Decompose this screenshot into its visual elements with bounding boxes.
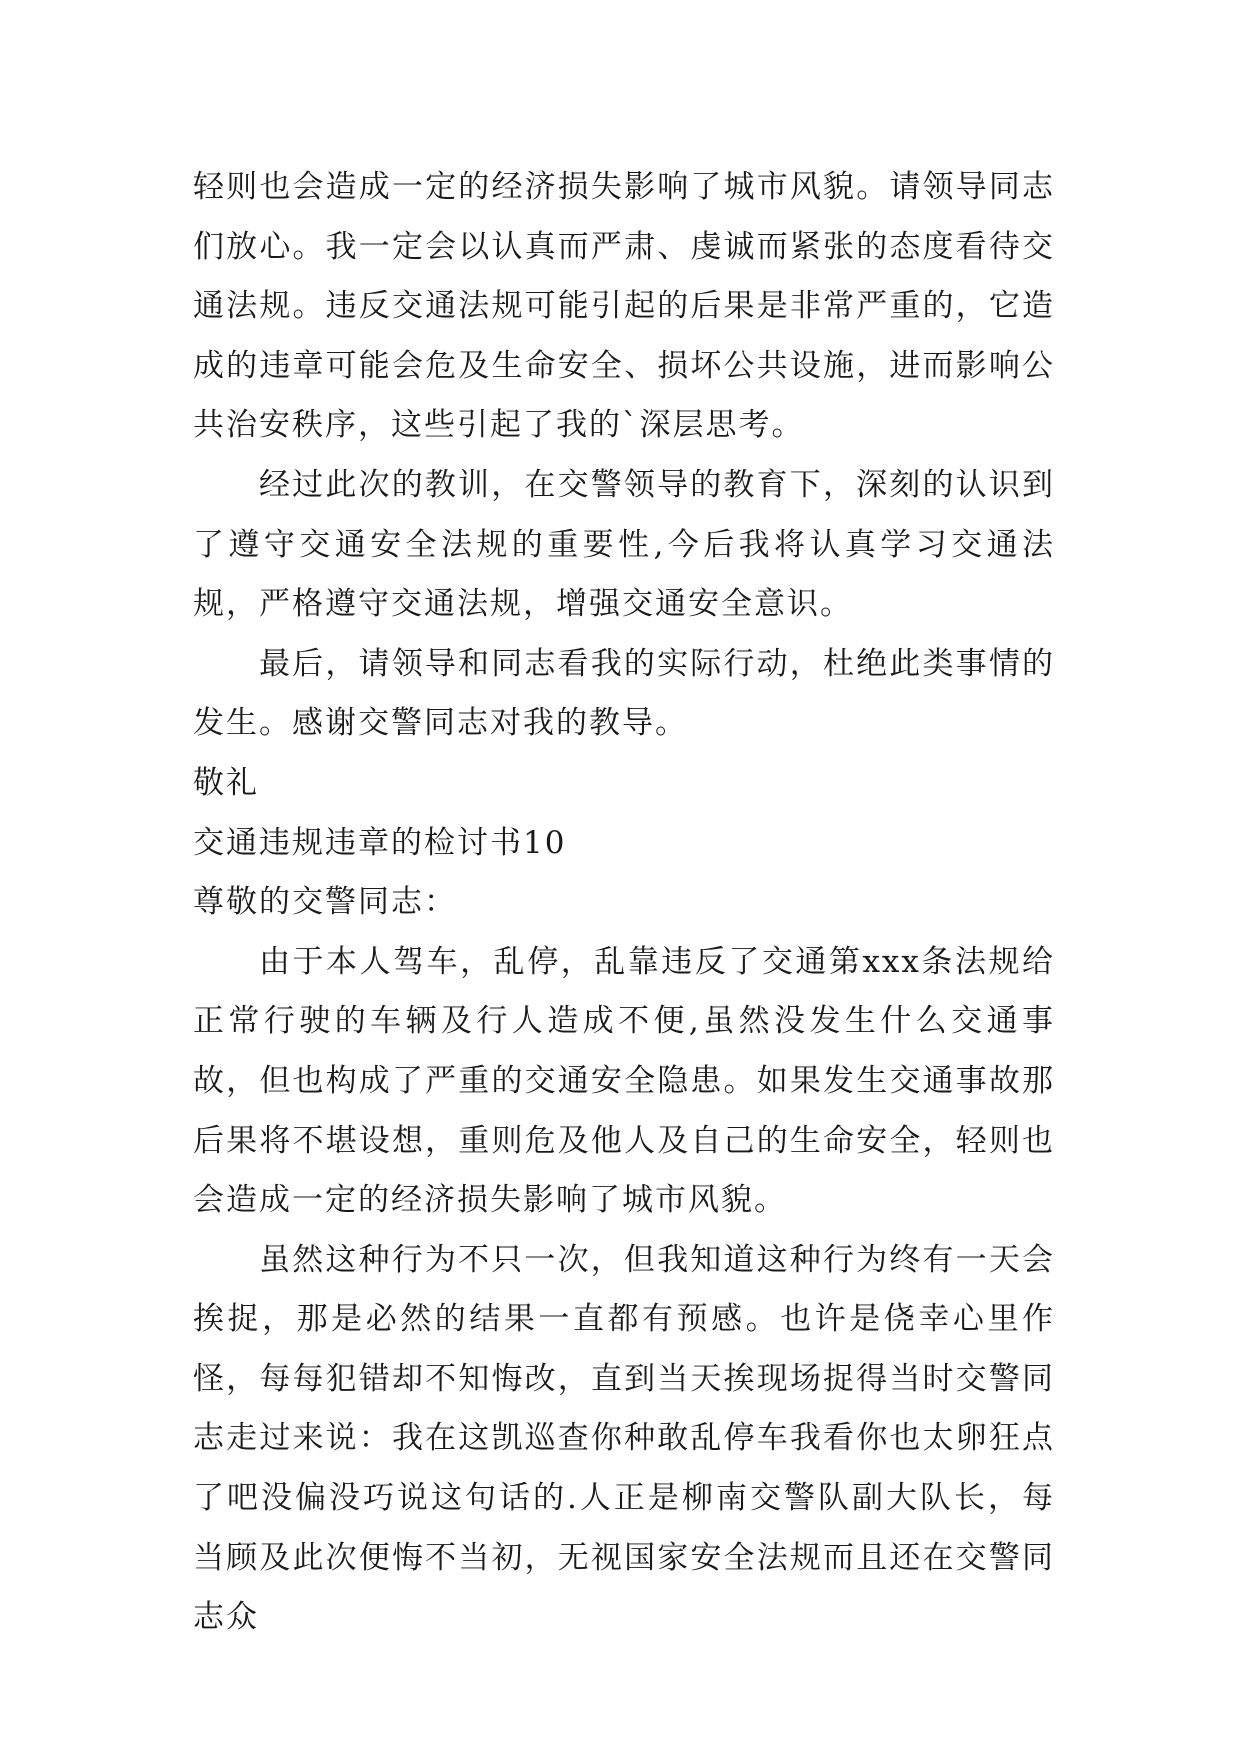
paragraph-lesson-learned: 经过此次的教训，在交警领导的教育下，深刻的认识到了遵守交通安全法规的重要性,今后我将认真学习交通法规，严格遵守交通法规，增强交通安全意识。 bbox=[193, 466, 1055, 623]
document-body bbox=[193, 158, 1055, 1648]
paragraph-reflection: 虽然这种行为不只一次，但我知道这种行为终有一天会挨捉，那是必然的结果一直都有预感。也许是侥幸心里作怪，每每犯错却不知悔改，直到当天挨现场捉得当时交警同志走过来说：我在这凯巡查你种敢乱停车我看你也太卵狂点了吧没偏没巧说这句话的.人正是柳南交警队副大队长，每当顾及此次便悔不当初，无视国家安全法规而且还在交警同志众 bbox=[193, 1241, 1055, 1636]
salutation-addressee: 尊敬的交警同志： bbox=[193, 884, 457, 921]
paragraph-violation-description: 由于本人驾车，乱停，乱靠违反了交通第xxx条法规给正常行驶的车辆及行人造成不便,虽然没发生什么交通事故，但也构成了严重的交通安全隐患。如果发生交通事故那后果将不堪设想，重则危及他人及自己的生命安全，轻则也会造成一定的经济损失影响了城市风貌。 bbox=[193, 943, 1055, 1219]
paragraph-consequences-continued: 轻则也会造成一定的经济损失影响了城市风貌。请领导同志们放心。我一定会以认真而严肃、虔诚而紧张的态度看待交通法规。违反交通法规可能引起的后果是非常严重的，它造成的违章可能会危及生命安全、损坏公共设施，进而影响公共治安秩序，这些引起了我的`深层思考。 bbox=[193, 169, 1055, 444]
paragraph-closing: 最后，请领导和同志看我的实际行动，杜绝此类事情的发生。感谢交警同志对我的教导。 bbox=[193, 645, 1055, 742]
salutation-regards: 敬礼 bbox=[193, 764, 259, 801]
section-title: 交通违规违章的检讨书10 bbox=[193, 824, 567, 861]
